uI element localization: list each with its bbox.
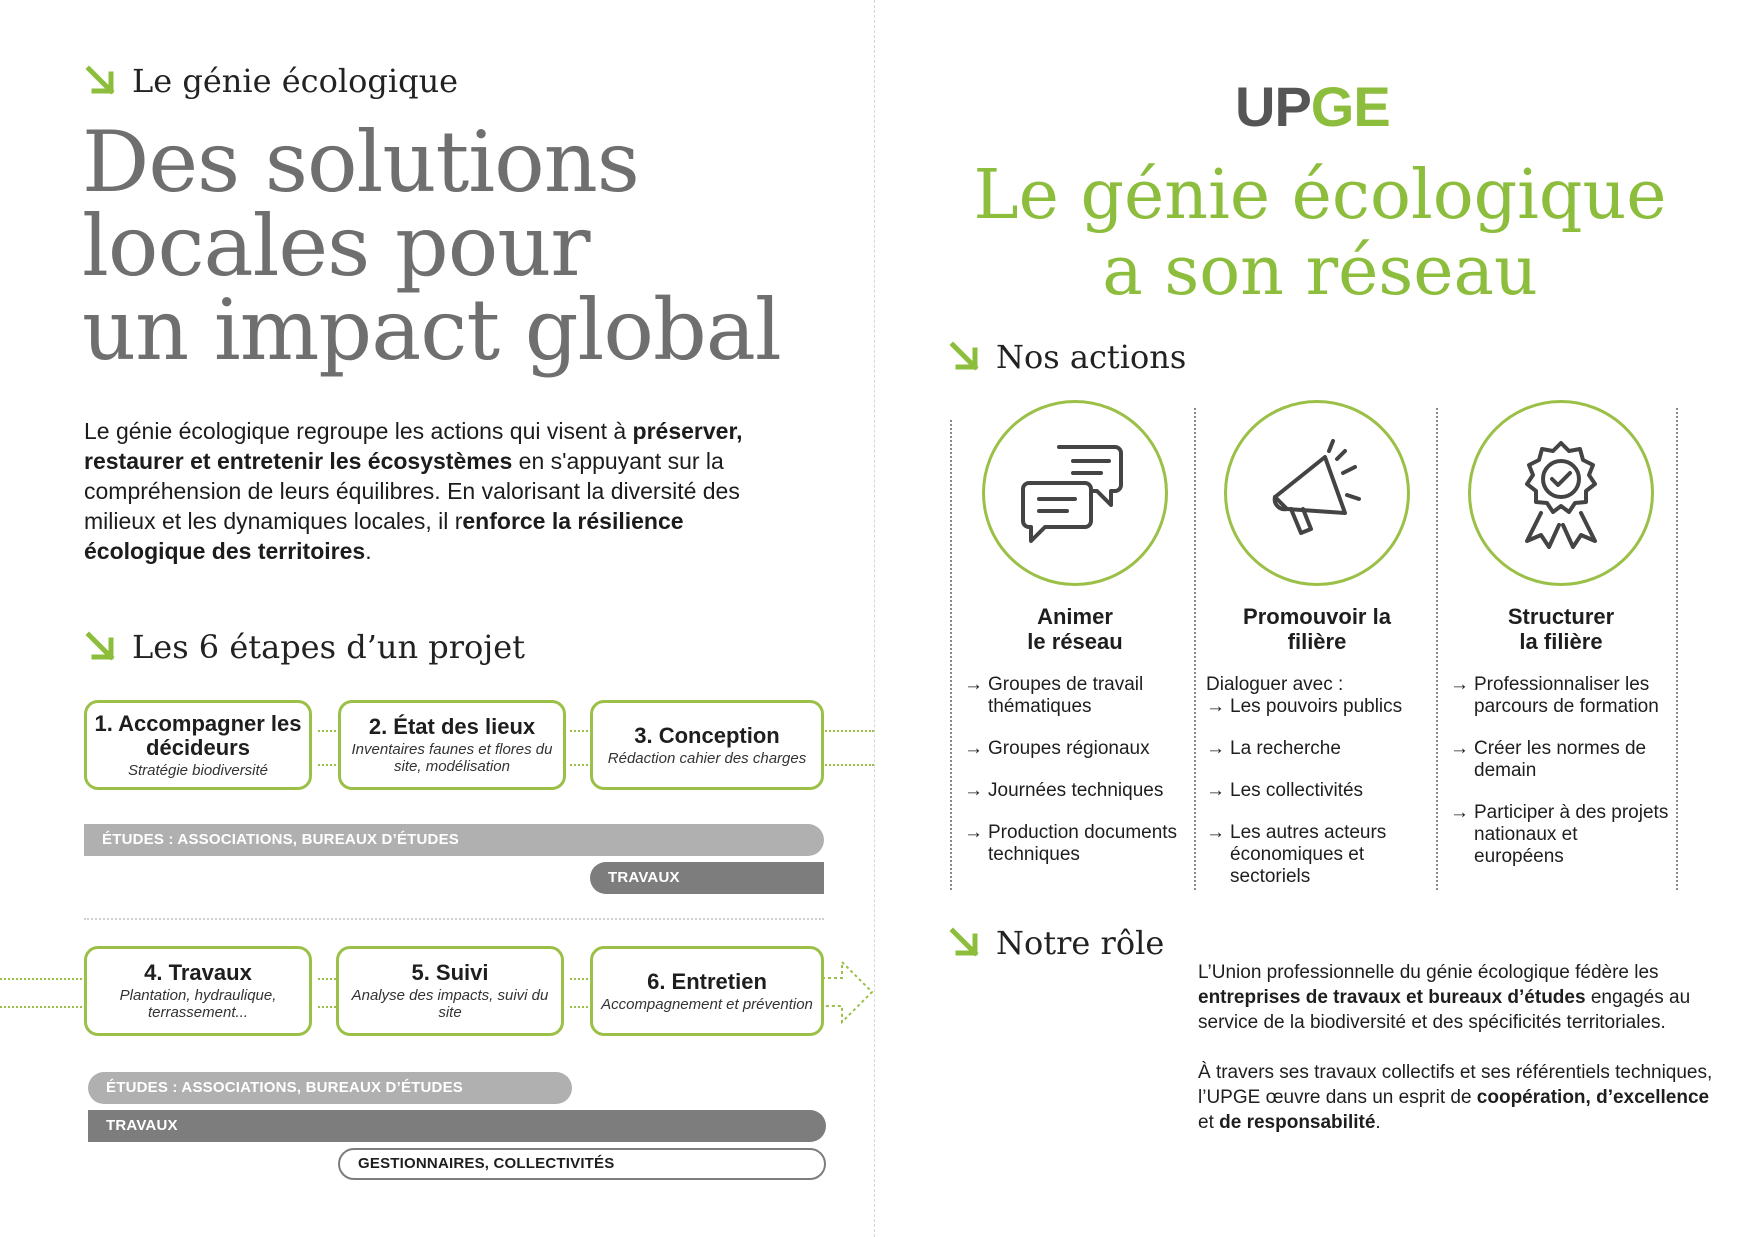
step-card-6 [590, 946, 824, 1036]
step-connector [570, 978, 592, 980]
right-title-line: Le génie écologique [973, 156, 1667, 235]
upge-logo [1235, 74, 1390, 139]
chat-bubbles-icon [1015, 433, 1135, 553]
list-item-text: Groupes de travail thématiques [988, 674, 1144, 717]
intro-text: Le génie écologique regroupe les actions qui visent à [84, 418, 633, 444]
arrow-right-icon: → [964, 738, 983, 759]
action-title-line: le réseau [1027, 629, 1123, 654]
arrow-right-icon: → [1206, 738, 1225, 759]
action-title-line: Promouvoir la [1243, 604, 1391, 629]
role-text-span: L’Union professionnelle du génie écologique fédère les [1198, 962, 1659, 983]
role-bold: entreprises de travaux et bureaux d’études [1198, 987, 1586, 1008]
list-item-text: Les pouvoirs publics [1230, 696, 1403, 717]
list-item [1206, 738, 1428, 760]
action-list [1450, 674, 1672, 868]
list-item [1450, 738, 1672, 782]
action-icon-circle [1224, 400, 1410, 586]
step-connector [570, 764, 592, 766]
action-title [964, 604, 1186, 654]
award-badge-icon [1501, 433, 1621, 553]
list-item [964, 822, 1186, 866]
arrow-right-icon: → [964, 780, 983, 801]
hero-title [82, 113, 781, 379]
action-title-line: Animer [1037, 604, 1113, 629]
step-title: 3. Conception [634, 722, 780, 748]
role-bold: coopération, d’excellence [1476, 1087, 1710, 1108]
action-icon-circle [1468, 400, 1654, 586]
list-item [1206, 822, 1428, 888]
travaux-bar: TRAVAUX [590, 862, 824, 894]
action-title-line: la filière [1519, 629, 1603, 654]
list-item [964, 780, 1186, 802]
list-item-text: Les collectivités [1230, 780, 1364, 801]
right-title-line: a son réseau [1102, 232, 1538, 311]
step-connector [570, 730, 592, 732]
role-bold: de responsabilité [1219, 1112, 1376, 1133]
step-card-1 [84, 700, 312, 790]
column-separator [1194, 408, 1196, 890]
list-item-text: La recherche [1230, 738, 1341, 759]
list-item [1450, 674, 1672, 718]
arrow-right-icon: → [1206, 780, 1225, 801]
list-item [964, 738, 1186, 760]
step-desc: Rédaction cahier des charges [607, 749, 807, 767]
step-desc: Plantation, hydraulique, terrassement... [119, 987, 277, 1021]
section-heading-label: Le génie écologique [132, 62, 459, 100]
step-connector [570, 1006, 592, 1008]
step-desc: Inventaires faunes et flores du site, modélisation [351, 741, 553, 775]
flow-arrow-icon [822, 958, 876, 1026]
intro-bold: préserver, restaurer et entretenir les écosystèmes [84, 418, 743, 474]
list-item-text: Créer les normes de demain [1474, 738, 1647, 781]
hero-line: Des solutions [82, 113, 639, 211]
list-item-text: Journées techniques [988, 780, 1164, 801]
role-text-span: . [1375, 1112, 1381, 1133]
list-item-text: Production documents techniques [988, 822, 1178, 865]
row-separator [84, 918, 824, 920]
role-text-span: À travers ses travaux collectifs et ses référentiels techniques, l’UPGE œuvre dans un esprit de [1198, 1062, 1713, 1108]
section-heading-role [948, 924, 1164, 962]
hero-line: locales pour [82, 197, 590, 295]
action-list [964, 674, 1186, 866]
step-card-5 [336, 946, 564, 1036]
step-title: 1. Accompagner les décideurs [94, 710, 302, 760]
action-title-line: filière [1287, 629, 1347, 654]
arrow-right-icon: → [1450, 802, 1469, 823]
step-title: 5. Suivi [411, 960, 489, 985]
step-desc: Accompagnement et prévention [601, 995, 813, 1013]
step-connector-out [822, 764, 874, 766]
list-item-text: Participer à des projets nationaux et européens [1474, 802, 1669, 867]
step-card-3 [590, 700, 824, 790]
role-text-span: engagés au service de la biodiversité et des spécificités territoriales. [1198, 987, 1691, 1033]
step-card-2 [338, 700, 566, 790]
section-heading-label: Notre rôle [996, 924, 1165, 962]
arrow-right-icon: → [1206, 822, 1225, 843]
arrow-right-icon: → [1206, 696, 1225, 717]
column-separator [950, 420, 952, 890]
arrow-down-right-icon [84, 64, 118, 98]
list-item-text: Les autres acteurs économiques et sectoriels [1230, 822, 1387, 887]
intro-paragraph [84, 416, 804, 566]
step-title: 6. Entretien [647, 968, 767, 994]
column-separator [1436, 408, 1438, 890]
list-item [1450, 802, 1672, 868]
step-desc: Analyse des impacts, suivi du site [351, 987, 549, 1021]
role-text [1198, 960, 1718, 1160]
step-card-4 [84, 946, 312, 1036]
action-column-structurer [1450, 400, 1672, 888]
list-item-text: Groupes régionaux [988, 738, 1150, 759]
page-fold-divider [874, 0, 875, 1237]
list-item-text: Professionnaliser les parcours de formation [1474, 674, 1659, 717]
action-title [1206, 604, 1428, 654]
step-connector-out [822, 730, 874, 732]
action-icon-circle [982, 400, 1168, 586]
column-separator [1676, 408, 1678, 890]
arrow-right-icon: → [1450, 674, 1469, 695]
step-connector-in [0, 1006, 86, 1008]
arrow-right-icon: → [964, 822, 983, 843]
action-list [1206, 674, 1428, 888]
role-text-span: et [1198, 1112, 1220, 1133]
section-heading-genie [84, 62, 458, 100]
step-title: 4. Travaux [144, 960, 252, 985]
action-title-line: Structurer [1507, 604, 1615, 629]
intro-text: en s'appuyant sur la compréhension de leurs équilibres. En valorisant la diversité des milieux et les dynamiques locales, il r [84, 448, 740, 534]
intro-text: . [365, 538, 372, 564]
list-item [1206, 780, 1428, 802]
step-desc: Stratégie biodiversité [127, 761, 269, 779]
section-heading-etapes [84, 628, 525, 666]
intro-bold: enforce la résilience écologique des territoires [84, 508, 684, 564]
role-paragraph [1198, 960, 1718, 1035]
step-connector [318, 764, 340, 766]
section-heading-actions [948, 338, 1186, 376]
step-connector-in [0, 978, 86, 980]
arrow-down-right-icon [84, 630, 118, 664]
action-title [1450, 604, 1672, 654]
etudes-bar: ÉTUDES : ASSOCIATIONS, BUREAUX D’ÉTUDES [88, 1072, 572, 1104]
logo-ge: GE [1310, 75, 1390, 138]
section-heading-label: Nos actions [996, 338, 1187, 376]
list-item [964, 674, 1186, 718]
step-connector [318, 730, 340, 732]
action-lead: Dialoguer avec : [1206, 674, 1344, 695]
arrow-down-right-icon [948, 340, 982, 374]
action-column-promouvoir [1206, 400, 1428, 908]
megaphone-icon [1257, 433, 1377, 553]
list-item [1206, 696, 1428, 718]
gestionnaires-bar: GESTIONNAIRES, COLLECTIVITÉS [338, 1148, 826, 1180]
arrow-right-icon: → [964, 674, 983, 695]
right-title [960, 158, 1680, 310]
arrow-right-icon: → [1450, 738, 1469, 759]
logo-up: UP [1235, 75, 1311, 138]
section-heading-label: Les 6 étapes d’un projet [132, 628, 526, 666]
step-title: 2. État des lieux [368, 714, 536, 739]
role-paragraph [1198, 1060, 1718, 1135]
arrow-down-right-icon [948, 926, 982, 960]
action-column-animer [964, 400, 1186, 886]
etudes-bar: ÉTUDES : ASSOCIATIONS, BUREAUX D’ÉTUDES [84, 824, 824, 856]
travaux-bar: TRAVAUX [88, 1110, 826, 1142]
hero-line: un impact global [82, 281, 781, 379]
